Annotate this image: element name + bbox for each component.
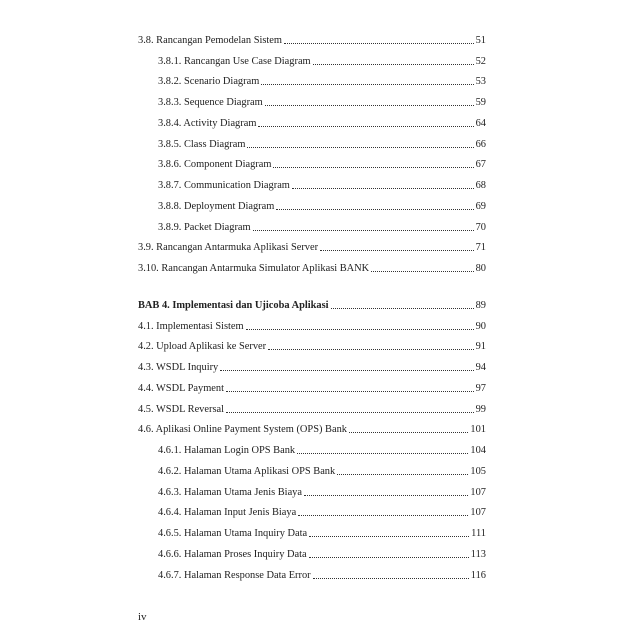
toc-section-4 xyxy=(138,312,486,582)
page-number: iv xyxy=(138,611,147,623)
toc-entry[interactable] xyxy=(138,254,486,275)
toc-entry[interactable] xyxy=(138,561,486,582)
toc-entry[interactable] xyxy=(138,88,486,109)
table-of-contents xyxy=(138,26,486,582)
dot-leader xyxy=(268,349,473,350)
toc-entry-label: 4.6.7. Halaman Response Data Error xyxy=(158,569,311,581)
toc-entry[interactable] xyxy=(138,213,486,234)
dot-leader xyxy=(320,250,474,251)
dot-leader xyxy=(337,474,468,475)
dot-leader xyxy=(220,370,473,371)
toc-entry[interactable] xyxy=(138,130,486,151)
toc-entry[interactable] xyxy=(138,374,486,395)
toc-entry-page: 107 xyxy=(470,507,486,519)
toc-entry[interactable] xyxy=(138,109,486,130)
toc-entry-page: 70 xyxy=(475,221,486,233)
dot-leader xyxy=(349,432,468,433)
toc-entry-page: 111 xyxy=(471,528,486,539)
toc-entry[interactable] xyxy=(138,478,486,499)
dot-leader xyxy=(284,43,474,44)
toc-entry-label: 3.8.1. Rancangan Use Case Diagram xyxy=(158,55,311,67)
toc-entry[interactable] xyxy=(138,47,486,68)
toc-entry-label: 4.6.4. Halaman Input Jenis Biaya xyxy=(158,507,297,519)
toc-entry-page: 101 xyxy=(470,424,486,436)
toc-entry-label: 4.6. Aplikasi Online Payment System (OPS) Bank xyxy=(138,424,347,436)
toc-entry-page: 94 xyxy=(475,362,486,373)
dot-leader xyxy=(304,495,468,496)
dot-leader xyxy=(313,578,469,579)
toc-entry[interactable] xyxy=(138,395,486,416)
toc-entry[interactable] xyxy=(138,416,486,437)
toc-entry-label: 3.8.9. Packet Diagram xyxy=(158,221,251,233)
toc-entry[interactable] xyxy=(138,26,486,47)
toc-entry-label: 3.8.3. Sequence Diagram xyxy=(158,97,263,108)
dot-leader xyxy=(226,391,474,392)
toc-entry-label: 3.8.2. Scenario Diagram xyxy=(158,76,260,88)
toc-entry[interactable] xyxy=(138,499,486,520)
dot-leader xyxy=(276,209,473,210)
toc-entry-page: 91 xyxy=(475,341,486,353)
dot-leader xyxy=(309,536,469,537)
toc-entry-label: 4.4. WSDL Payment xyxy=(138,382,225,394)
toc-entry-page: 90 xyxy=(475,320,486,332)
toc-entry-page: 64 xyxy=(475,117,486,129)
toc-entry-label: 4.3. WSDL Inquiry xyxy=(138,362,219,373)
toc-entry-label: 4.6.1. Halaman Login OPS Bank xyxy=(158,445,296,456)
toc-entry-page: 80 xyxy=(475,263,486,274)
toc-entry-page: 99 xyxy=(475,403,486,415)
toc-entry-label: 3.8. Rancangan Pemodelan Sistem xyxy=(138,34,282,46)
dot-leader xyxy=(298,515,468,516)
toc-entry[interactable] xyxy=(138,540,486,561)
toc-entry-page: 116 xyxy=(470,569,486,581)
dot-leader xyxy=(258,126,473,127)
toc-entry-page: 89 xyxy=(475,299,486,311)
toc-entry[interactable] xyxy=(138,436,486,457)
toc-entry-label: 4.2. Upload Aplikasi ke Server xyxy=(138,341,267,353)
toc-entry-label: 3.8.4. Activity Diagram xyxy=(158,117,257,129)
toc-entry[interactable] xyxy=(138,171,486,192)
toc-entry-label: 3.8.6. Component Diagram xyxy=(158,159,272,171)
toc-entry-label: 4.6.5. Halaman Utama Inquiry Data xyxy=(158,528,308,539)
dot-leader xyxy=(246,329,474,330)
toc-entry-label: 3.9. Rancangan Antarmuka Aplikasi Server xyxy=(138,242,319,254)
dot-leader xyxy=(309,557,469,558)
toc-entry-label: 3.8.7. Communication Diagram xyxy=(158,180,290,191)
toc-entry[interactable] xyxy=(138,192,486,213)
dot-leader xyxy=(265,105,474,106)
toc-entry-label: 4.5. WSDL Reversal xyxy=(138,403,224,415)
dot-leader xyxy=(331,308,474,309)
toc-entry[interactable] xyxy=(138,68,486,89)
dot-leader xyxy=(371,271,473,272)
dot-leader xyxy=(297,453,468,454)
toc-entry-page: 107 xyxy=(470,486,486,498)
toc-entry-label: 4.1. Implementasi Sistem xyxy=(138,320,244,332)
toc-entry-page: 67 xyxy=(475,159,486,171)
toc-entry-page: 59 xyxy=(475,97,486,108)
toc-entry-label: BAB 4. Implementasi dan Ujicoba Aplikasi xyxy=(138,299,329,311)
toc-entry-page: 66 xyxy=(475,138,486,150)
toc-entry-label: 4.6.6. Halaman Proses Inquiry Data xyxy=(158,548,307,560)
toc-entry-page: 104 xyxy=(470,445,486,456)
toc-entry-label: 4.6.2. Halaman Utama Aplikasi OPS Bank xyxy=(158,465,336,477)
toc-section-3 xyxy=(138,26,486,275)
toc-entry-page: 71 xyxy=(475,242,486,254)
dot-leader xyxy=(226,412,474,413)
dot-leader xyxy=(313,64,474,65)
toc-entry-label: 3.10. Rancangan Antarmuka Simulator Aplikasi BANK xyxy=(138,263,370,274)
toc-entry-page: 53 xyxy=(475,76,486,88)
dot-leader xyxy=(273,167,473,168)
dot-leader xyxy=(292,188,474,189)
toc-entry[interactable] xyxy=(138,353,486,374)
toc-entry[interactable] xyxy=(138,333,486,354)
toc-entry-page: 69 xyxy=(475,200,486,212)
toc-entry[interactable] xyxy=(138,151,486,172)
toc-entry[interactable] xyxy=(138,312,486,333)
toc-entry-page: 105 xyxy=(470,465,486,477)
toc-entry-page: 113 xyxy=(470,548,486,560)
toc-entry[interactable] xyxy=(138,457,486,478)
dot-leader xyxy=(261,84,473,85)
toc-chapter-4[interactable] xyxy=(138,291,486,312)
toc-entry-label: 3.8.8. Deployment Diagram xyxy=(158,200,275,212)
toc-entry[interactable] xyxy=(138,519,486,540)
toc-entry-page: 68 xyxy=(475,180,486,191)
toc-entry-page: 51 xyxy=(475,34,486,46)
toc-entry[interactable] xyxy=(138,234,486,255)
dot-leader xyxy=(247,147,473,148)
toc-entry-label: 3.8.5. Class Diagram xyxy=(158,138,246,150)
toc-entry-page: 52 xyxy=(475,55,486,67)
toc-entry-page: 97 xyxy=(475,382,486,394)
dot-leader xyxy=(253,230,474,231)
toc-entry-label: 4.6.3. Halaman Utama Jenis Biaya xyxy=(158,486,302,498)
